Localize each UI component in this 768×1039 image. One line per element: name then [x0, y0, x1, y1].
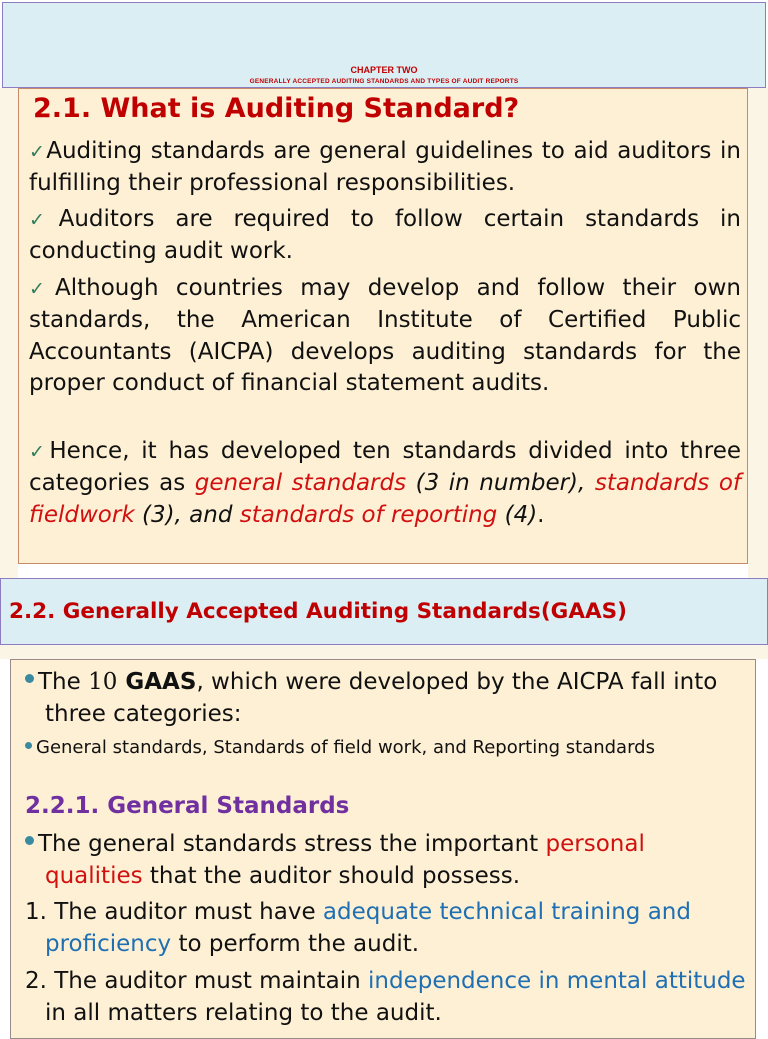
- right-margin-strip: [748, 88, 768, 578]
- general-standards-subheading: 2.2.1. General Standards: [25, 793, 350, 819]
- bullet-dot-icon: [25, 742, 32, 749]
- bullet-item: ✓Although countries may develop and follow their own standards, the American Institute of Certified Public Accountants (AICPA) develops auditing standards for the proper conduct of financial statement audits.: [29, 275, 741, 396]
- general-standards-term: general standards: [194, 470, 407, 497]
- gaas-categories: General standards, Standards of field work, and Reporting standards: [25, 734, 749, 761]
- standard-item-2: 2. The auditor must maintain independence in mental attitude in all matters relating to the audit.: [25, 968, 746, 1026]
- general-standards-intro: The general standards stress the important personal qualities that the auditor should possess.: [25, 828, 749, 892]
- section-title: 2.1. What is Auditing Standard?: [33, 93, 520, 124]
- reporting-standards-term: standards of reporting: [239, 501, 498, 528]
- chapter-header: [2, 2, 766, 88]
- gaas-header: [0, 578, 768, 645]
- checkmark-icon: ✓: [29, 278, 55, 300]
- section-gaas-content: [10, 659, 756, 1039]
- bullet-item: ✓Auditors are required to follow certain standards in conducting audit work.: [29, 206, 742, 265]
- bullet-dot-icon: [25, 674, 34, 683]
- checkmark-icon: ✓: [29, 441, 50, 463]
- gaas-title: 2.2. Generally Accepted Auditing Standards(GAAS): [9, 599, 627, 624]
- chapter-subtitle: GENERALLY ACCEPTED AUDITING STANDARDS AND TYPES OF AUDIT REPORTS: [249, 78, 519, 85]
- bullet-item: ✓Hence, it has developed ten standards divided into three categories as general standards (3 in number), standards of fieldwork (3), and standards of reporting (4).: [29, 438, 741, 528]
- bullet-dot-icon: [25, 836, 34, 845]
- fieldwork-standards-term: standards of fieldwork: [29, 470, 741, 528]
- chapter-title: CHAPTER TWO: [350, 65, 418, 75]
- left-margin-strip: [0, 88, 18, 578]
- checkmark-icon: ✓: [29, 209, 59, 231]
- section-what-is-auditing-standard: [18, 88, 748, 564]
- bullet-item: ✓Auditing standards are general guidelines to aid auditors in fulfilling their professional responsibilities.: [29, 138, 741, 197]
- standard-item-1: 1. The auditor must have adequate technical training and proficiency to perform the audit.: [25, 899, 691, 957]
- separator-strip: [0, 645, 768, 659]
- checkmark-icon: ✓: [29, 141, 47, 163]
- gaas-intro: The 10 GAAS, which were developed by the AICPA fall into three categories:: [25, 666, 749, 730]
